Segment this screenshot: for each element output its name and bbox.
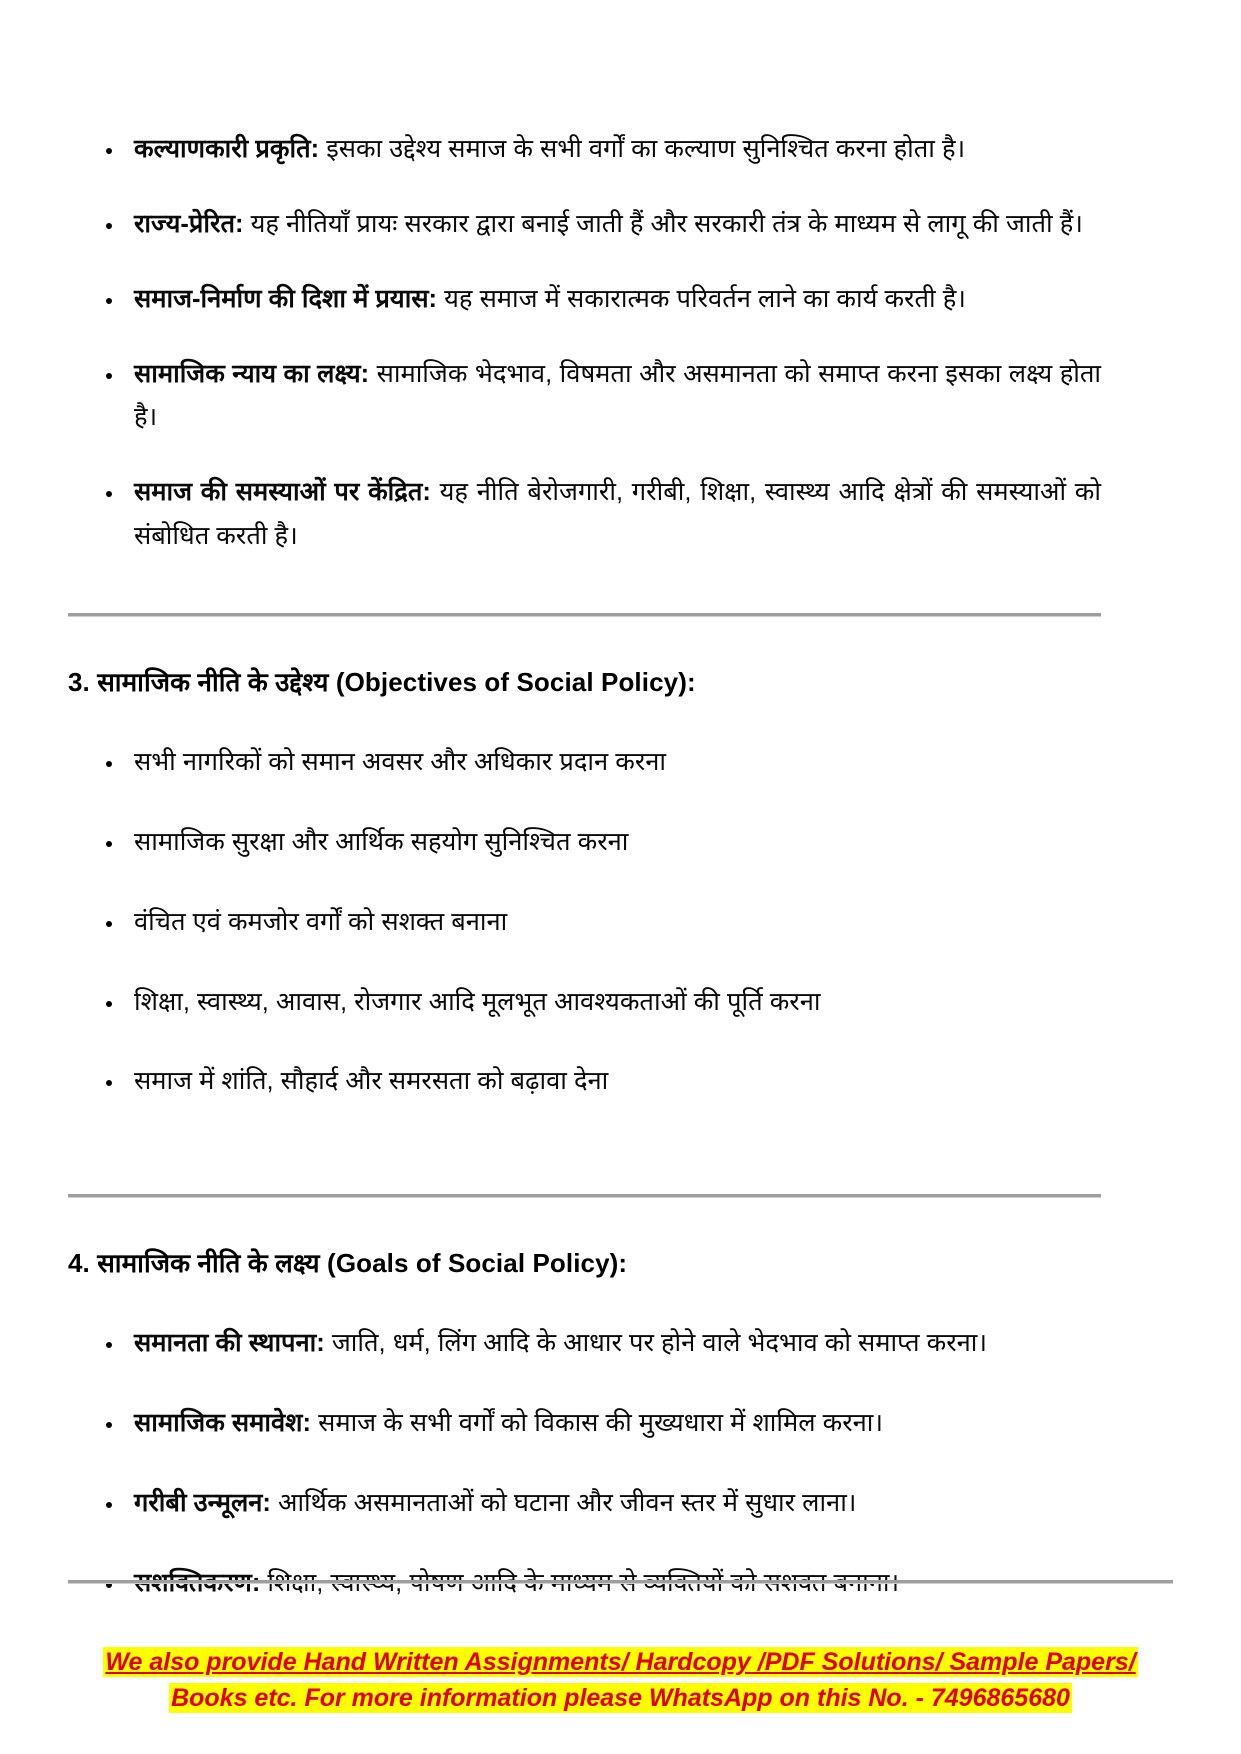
list-item bbox=[68, 353, 1101, 441]
list-item bbox=[68, 741, 1101, 785]
promo-footer bbox=[0, 1580, 1241, 1716]
spacer bbox=[68, 1197, 1101, 1244]
list-item-text: इसका उद्देश्य समाज के सभी वर्गों का कल्याण सुनिश्चित करना होता है। bbox=[319, 135, 966, 163]
list-item-lead: समाज की समस्याओं पर केंद्रित: bbox=[134, 478, 431, 507]
promo-line-1 bbox=[60, 1645, 1181, 1681]
list-item bbox=[68, 901, 1101, 945]
spacer bbox=[68, 1140, 1101, 1194]
section-4-list bbox=[68, 1322, 1101, 1605]
promo-line-2-text: Books etc. For more information please WhatsApp on this No. - 7496865680 bbox=[171, 1683, 1070, 1712]
list-item-lead: सामाजिक न्याय का लक्ष्य: bbox=[134, 359, 370, 388]
list-item bbox=[68, 1482, 1101, 1526]
section-4-heading-hindi: 4. सामाजिक नीति के लक्ष्य bbox=[68, 1248, 320, 1279]
section-4-heading bbox=[68, 1244, 1101, 1280]
list-item bbox=[68, 203, 1101, 247]
promo-line-2 bbox=[60, 1681, 1181, 1717]
list-item-lead: समाज-निर्माण की दिशा में प्रयास: bbox=[134, 284, 438, 313]
list-item bbox=[68, 471, 1101, 559]
list-item-lead: कल्याणकारी प्रकृति: bbox=[134, 135, 320, 163]
list-item-lead: गरीबी उन्मूलन: bbox=[134, 1489, 271, 1518]
section-4-heading-english: (Goals of Social Policy): bbox=[319, 1248, 628, 1279]
list-item-lead: सामाजिक समावेश: bbox=[134, 1409, 311, 1438]
list-item-lead: समानता की स्थापना: bbox=[134, 1329, 325, 1358]
list-item-text: सभी नागरिकों को समान अवसर और अधिकार प्रदान करना bbox=[134, 748, 667, 777]
section-3-heading-english: (Objectives of Social Policy): bbox=[328, 667, 696, 698]
list-item-text: सामाजिक सुरक्षा और आर्थिक सहयोग सुनिश्चित करना bbox=[134, 827, 629, 856]
list-item-text: जाति, धर्म, लिंग आदि के आधार पर होने वाले भेदभाव को समाप्त करना। bbox=[324, 1329, 988, 1358]
spacer bbox=[68, 559, 1101, 613]
footer-divider bbox=[68, 1580, 1173, 1583]
section-3-heading-hindi: 3. सामाजिक नीति के उद्देश्य bbox=[68, 667, 329, 698]
list-item bbox=[68, 1060, 1101, 1104]
list-item-text: आर्थिक असमानताओं को घटाना और जीवन स्तर में सुधार लाना। bbox=[270, 1489, 857, 1518]
section-3-heading bbox=[68, 663, 1101, 699]
list-item-text: शिक्षा, स्वास्थ्य, आवास, रोजगार आदि मूलभूत आवश्यकताओं की पूर्ति करना bbox=[134, 987, 821, 1016]
list-item-text: यह नीतियाँ प्रायः सरकार द्वारा बनाई जाती हैं और सरकारी तंत्र के माध्यम से लागू की जाती हैं। bbox=[243, 209, 1083, 238]
features-list bbox=[68, 128, 1101, 559]
list-item-text: समाज के सभी वर्गों को विकास की मुख्यधारा में शामिल करना। bbox=[311, 1409, 884, 1438]
list-item-text: समाज में शांति, सौहार्द और समरसता को बढ़ावा देना bbox=[134, 1067, 609, 1096]
promo-line-1-text: We also provide Hand Written Assignments/ Hardcopy /PDF Solutions/ Sample Papers/ bbox=[105, 1648, 1136, 1676]
list-item bbox=[68, 821, 1101, 865]
spacer bbox=[68, 616, 1101, 663]
list-item bbox=[68, 278, 1101, 322]
list-item-text: यह नीति बेरोजगारी, गरीबी, शिक्षा, स्वास्थ्य आदि क्षेत्रों की समस्याओं को संबोधित करती है। bbox=[134, 478, 1101, 551]
list-item-lead: राज्य-प्रेरित: bbox=[134, 209, 244, 238]
list-item bbox=[68, 981, 1101, 1025]
list-item bbox=[68, 1402, 1101, 1446]
list-item bbox=[68, 128, 1101, 172]
list-item-text: सामाजिक भेदभाव, विषमता और असमानता को समाप्त करना इसका लक्ष्य होता है। bbox=[134, 359, 1102, 432]
list-item-text: वंचित एवं कमजोर वर्गों को सशक्त बनाना bbox=[134, 907, 508, 936]
list-item-text: यह समाज में सकारात्मक परिवर्तन लाने का कार्य करती है। bbox=[437, 284, 966, 313]
list-item bbox=[68, 1322, 1101, 1366]
section-3-list bbox=[68, 741, 1101, 1104]
